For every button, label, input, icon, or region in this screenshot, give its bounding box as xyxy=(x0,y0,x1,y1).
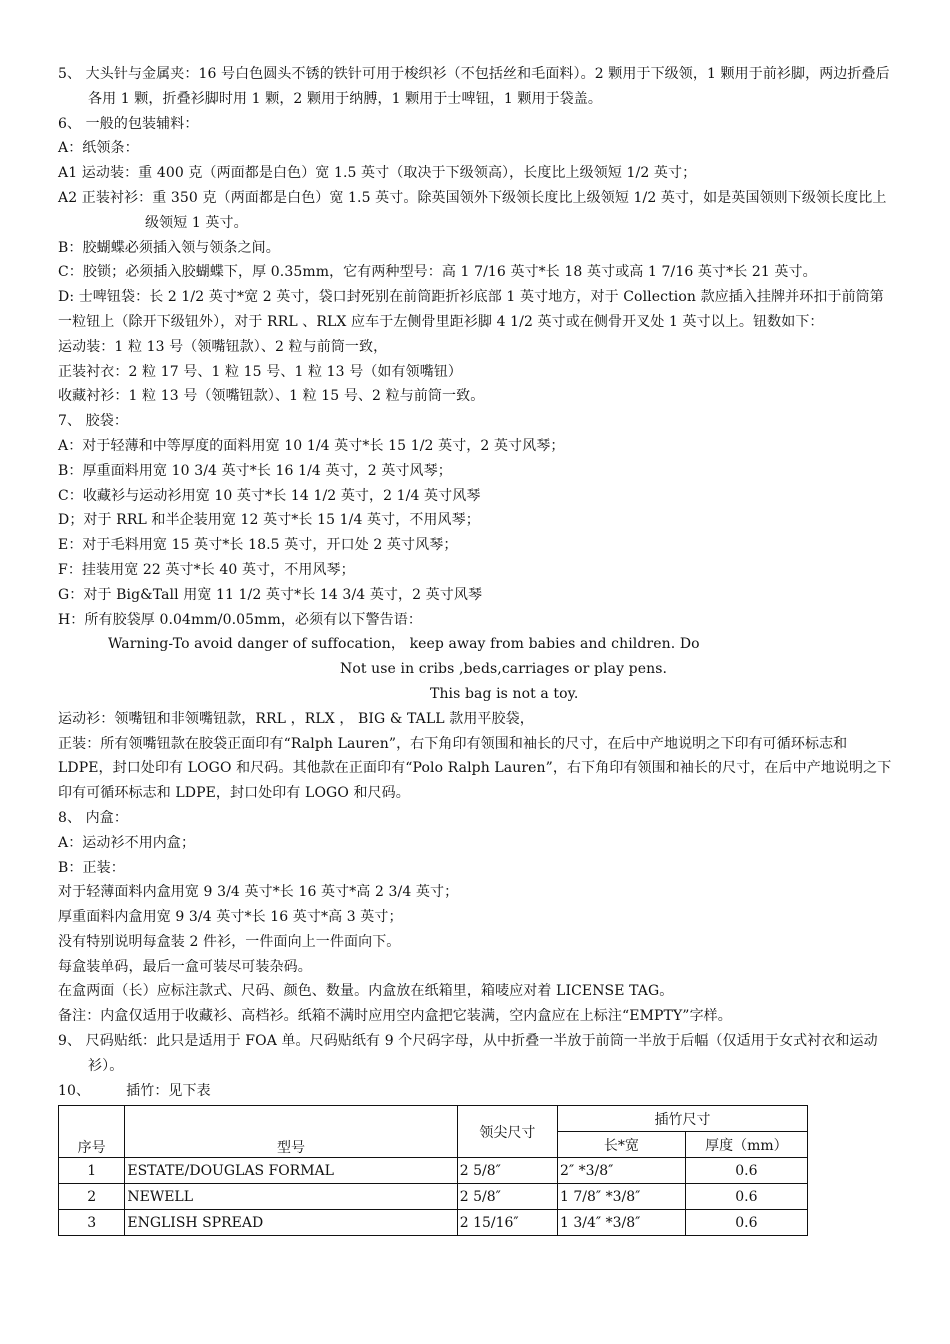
cell-collar-point: 2 5/8″ xyxy=(457,1184,557,1210)
header-thickness: 厚度（mm） xyxy=(685,1132,807,1158)
table-row xyxy=(59,1210,808,1236)
cell-length-width: 2″ *3/8″ xyxy=(558,1158,686,1184)
box-heavy-fabric: 厚重面料内盒用宽 9 3/4 英寸*长 16 英寸*高 3 英寸； xyxy=(58,909,403,926)
collar-stay-table xyxy=(58,1105,808,1236)
item-10-title: 插竹：见下表 xyxy=(126,1082,211,1099)
buttons-sportswear: 运动装：1 粒 13 号（领嘴钮款）、2 粒与前筒一致， xyxy=(58,338,388,355)
buttons-collection: 收藏衬衫：1 粒 13 号（领嘴钮款）、1 粒 15 号、2 粒与前筒一致。 xyxy=(58,388,485,405)
document-page xyxy=(58,62,894,1236)
item-6a-paper-collar: A：纸领条： xyxy=(58,140,139,157)
header-collar-point: 领尖尺寸 xyxy=(457,1106,557,1158)
cell-length-width: 1 7/8″ *3/8″ xyxy=(558,1184,686,1210)
table-header-row-1 xyxy=(59,1106,808,1132)
cell-model: NEWELL xyxy=(125,1184,457,1210)
item-7-heading: 7、 胶袋： xyxy=(58,413,128,430)
box-remark: 备注：内盒仅适用于收藏衫、高档衫。纸箱不满时应用空内盒把它装满，空内盒应在上标注“EMPTY”字样。 xyxy=(58,1008,732,1025)
cell-thickness: 0.6 xyxy=(685,1184,807,1210)
item-10-number: 10、 xyxy=(58,1082,91,1099)
item-7h: H：所有胶袋厚 0.04mm/0.05mm，必须有以下警告语： xyxy=(58,611,422,628)
item-7g: G：对于 Big&Tall 用宽 11 1/2 英寸*长 14 3/4 英寸，2 英寸风琴 xyxy=(58,586,483,603)
item-7a: A：对于轻薄和中等厚度的面料用宽 10 1/4 英寸*长 15 1/2 英寸，2 英寸风琴； xyxy=(58,437,565,454)
box-size-note: 每盒装单码，最后一盒可装尽可装杂码。 xyxy=(58,958,312,975)
cell-collar-point: 2 5/8″ xyxy=(457,1158,557,1184)
item-9-size-sticker: 9、 尺码贴纸：此只是适用于 FOA 单。尺码贴纸有 9 个尺码字母，从中折叠一半放于前筒一半放于后幅（仅适用于女式衬衣和运动衫）。 xyxy=(58,1033,878,1074)
item-7e: E：对于毛料用宽 15 英寸*长 18.5 英寸，开口处 2 英寸风琴； xyxy=(58,537,458,554)
sportswear-bag-note: 运动衫：领嘴钮和非领嘴钮款，RRL ，RLX ， BIG & TALL 款用平胶袋， xyxy=(58,710,534,727)
header-no: 序号 xyxy=(59,1106,125,1158)
header-length-width: 长*宽 xyxy=(558,1132,686,1158)
item-7d: D；对于 RRL 和半企装用宽 12 英寸*长 15 1/4 英寸，不用风琴； xyxy=(58,512,480,529)
item-6b-butterfly: B：胶蝴蝶必须插入领与领条之间。 xyxy=(58,239,280,256)
cell-no: 1 xyxy=(59,1158,125,1184)
cell-thickness: 0.6 xyxy=(685,1210,807,1236)
dress-bag-note: 正装：所有领嘴钮款在胶袋正面印有“Ralph Lauren”，右下角印有领围和袖长的尺寸，在后中产地说明之下印有可循环标志和 LDPE，封口处印有 LOGO 和尺码。其他款在正面印有“Polo Ralph Lauren”，右下角印有领围和袖长的尺寸，在后中产地说明之下印有可循环标志和 LDPE，封口处印有 LOGO 和尺码。 xyxy=(58,735,892,802)
warning-line-1: Warning-To avoid danger of suffocation， keep away from babies and children. Do xyxy=(108,636,700,653)
cell-length-width: 1 3/4″ *3/8″ xyxy=(558,1210,686,1236)
item-5-pins: 5、 大头针与金属夹：16 号白色圆头不锈的铁针可用于梭织衫（不包括丝和毛面料）。2 颗用于下级领，1 颗用于前衫脚，两边折叠后各用 1 颗，折叠衫脚时用 1 颗，2 颗用于纳膊，1 颗用于士啤钮，1 颗用于袋盖。 xyxy=(58,66,890,107)
item-7b: B：厚重面料用宽 10 3/4 英寸*长 16 1/4 英寸，2 英寸风琴； xyxy=(58,462,452,479)
item-7f: F：挂装用宽 22 英寸*长 40 英寸，不用风琴； xyxy=(58,561,355,578)
table-row xyxy=(59,1158,808,1184)
item-6c-lock: C：胶锁；必须插入胶蝴蝶下，厚 0.35mm，它有两种型号：高 1 7/16 英寸*长 18 英寸或高 1 7/16 英寸*长 21 英寸。 xyxy=(58,264,817,281)
cell-no: 3 xyxy=(59,1210,125,1236)
item-8a: A：运动衫不用内盒； xyxy=(58,834,196,851)
box-label-note: 在盒两面（长）应标注款式、尺码、颜色、数量。内盒放在纸箱里，箱唛应对着 LICENSE TAG。 xyxy=(58,983,674,1000)
item-7c: C：收藏衫与运动衫用宽 10 英寸*长 14 1/2 英寸，2 1/4 英寸风琴 xyxy=(58,487,481,504)
item-6d-spare-button-bag: D: 士啤钮袋：长 2 1/2 英寸*宽 2 英寸，袋口封死别在前筒距折衫底部 1 英寸地方，对于 Collection 款应插入挂牌并环扣于前筒第一粒钮上（除开下级钮外），对于 RRL 、RLX 应车于左侧骨里距衫脚 4 1/2 英寸或在侧骨开叉处 1 英寸以上。钮数如下： xyxy=(58,289,884,330)
item-8b: B：正装： xyxy=(58,859,125,876)
box-light-fabric: 对于轻薄面料内盒用宽 9 3/4 英寸*长 16 英寸*高 2 3/4 英寸； xyxy=(58,884,459,901)
cell-no: 2 xyxy=(59,1184,125,1210)
item-6a2-dress-shirt: A2 正装衬衫：重 350 克（两面都是白色）宽 1.5 英寸。除英国领外下级领长度比上级领短 1/2 英寸，如是英国领则下级领长度比上级领短 1 英寸。 xyxy=(58,189,887,231)
cell-model: ENGLISH SPREAD xyxy=(125,1210,457,1236)
cell-collar-point: 2 15/16″ xyxy=(457,1210,557,1236)
item-6a1-sportswear: A1 运动装：重 400 克（两面都是白色）宽 1.5 英寸（取决于下级领高），长度比上级领短 1/2 英寸； xyxy=(58,165,697,182)
box-quantity-note: 没有特别说明每盒装 2 件衫，一件面向上一件面向下。 xyxy=(58,933,401,950)
buttons-dress-shirt: 正装衬衣：2 粒 17 号、1 粒 15 号、1 粒 13 号（如有领嘴钮） xyxy=(58,363,463,380)
warning-line-3: This bag is not a toy. xyxy=(430,685,579,702)
cell-thickness: 0.6 xyxy=(685,1158,807,1184)
cell-model: ESTATE/DOUGLAS FORMAL xyxy=(125,1158,457,1184)
header-stay-size: 插竹尺寸 xyxy=(558,1106,808,1132)
item-6-heading: 6、 一般的包装辅料： xyxy=(58,115,199,132)
item-10-heading xyxy=(58,1079,894,1104)
item-8-heading: 8、 内盒： xyxy=(58,809,128,826)
warning-line-2: Not use in cribs ,beds,carriages or play pens. xyxy=(340,661,668,678)
header-model: 型号 xyxy=(125,1106,457,1158)
table-row xyxy=(59,1184,808,1210)
